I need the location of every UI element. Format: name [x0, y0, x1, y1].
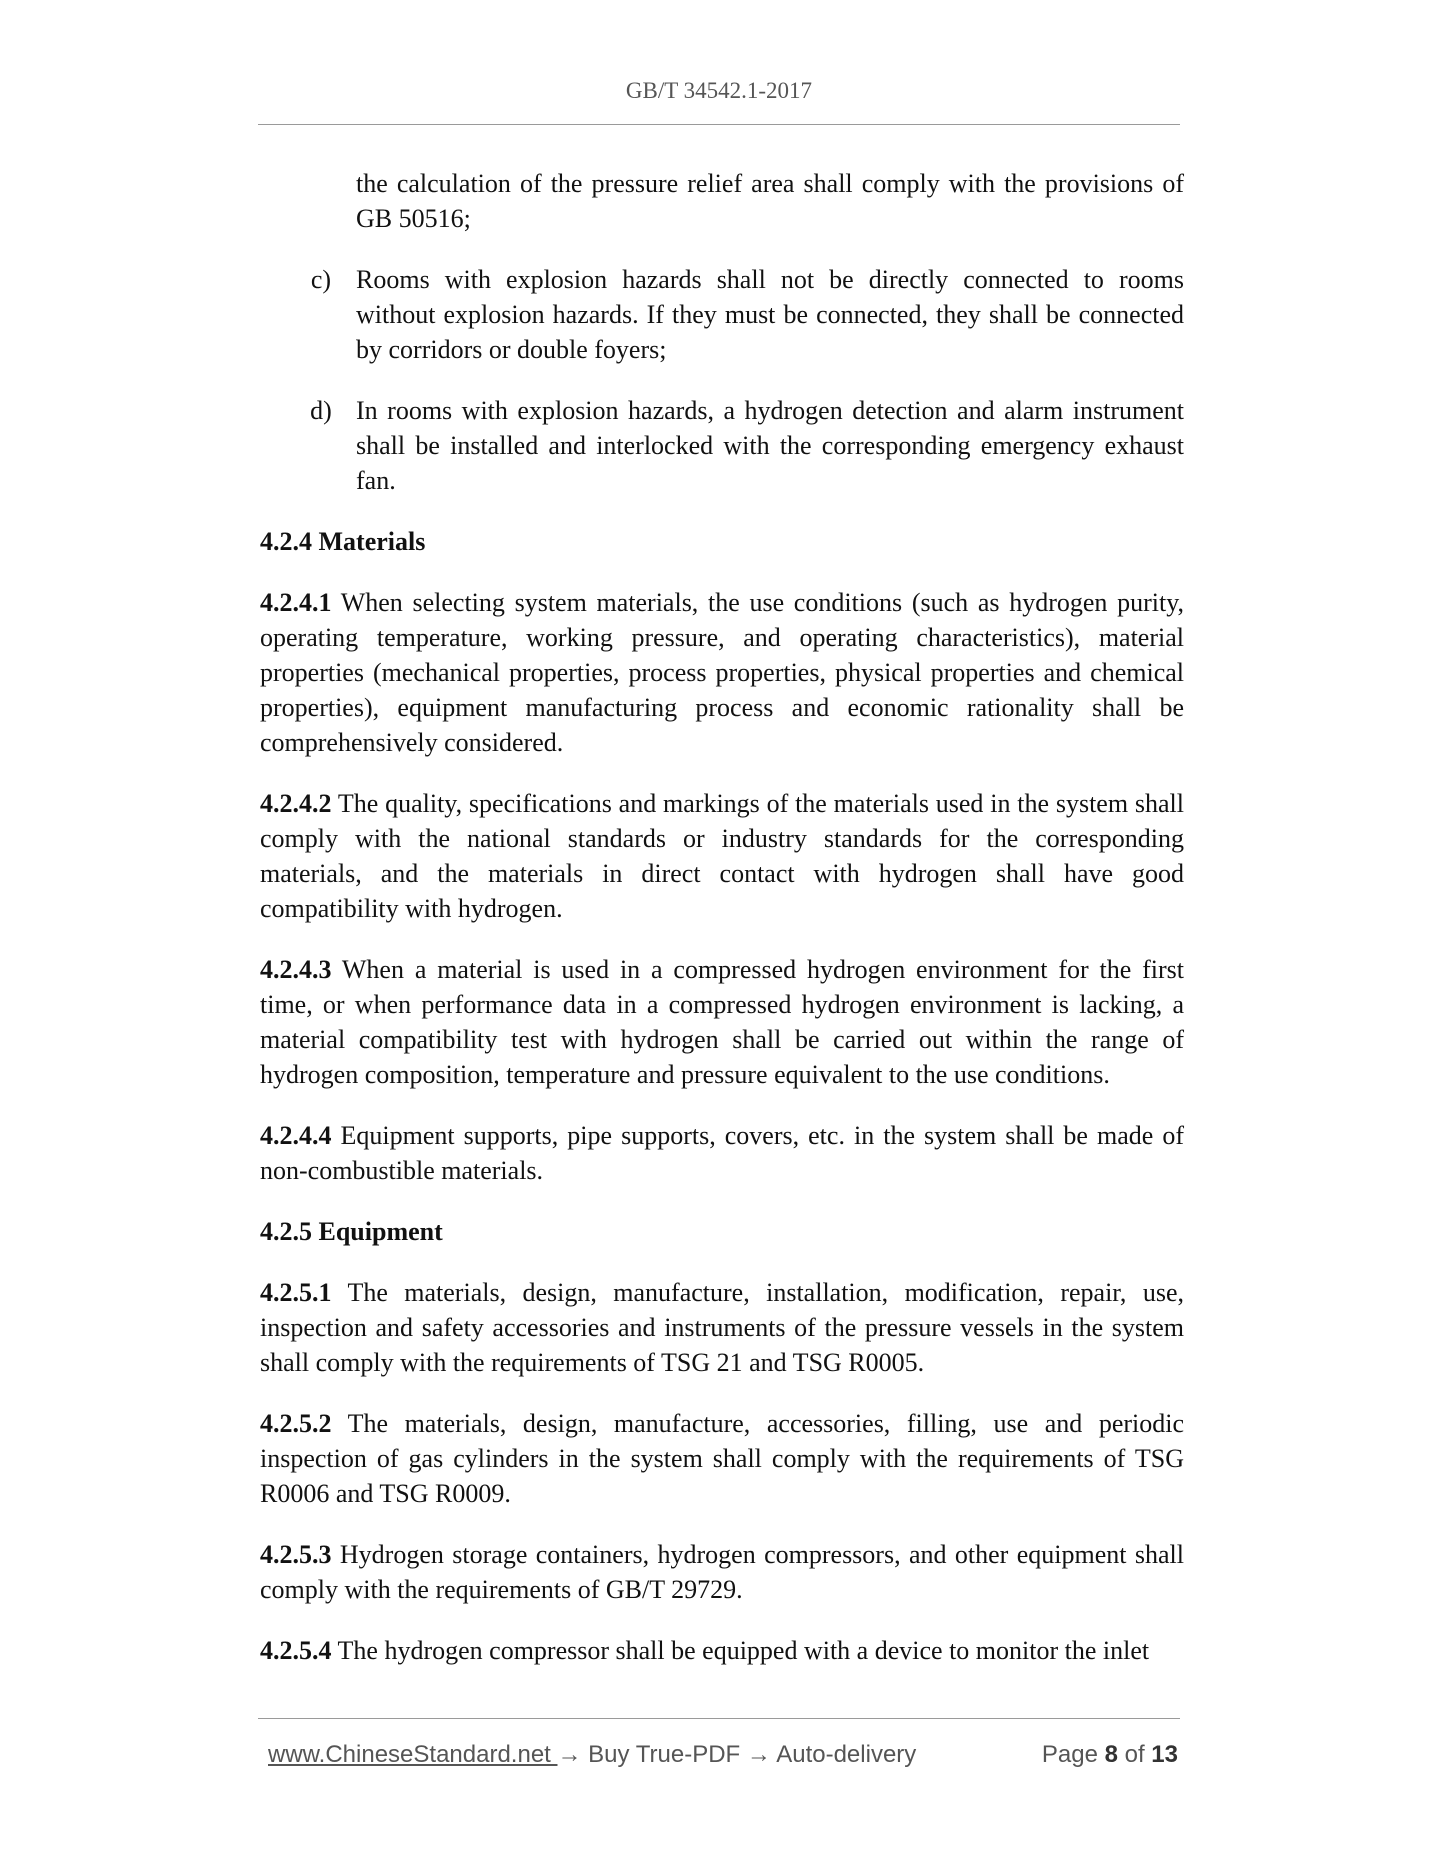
clause-4-2-4-3 [260, 952, 1184, 1092]
clause-text: The materials, design, manufacture, accessories, filling, use and periodic inspection of gas cylinders in the system shall comply with the requirements of TSG R0006 and TSG R0009. [260, 1409, 1184, 1508]
clause-4-2-4-4 [260, 1118, 1184, 1188]
page-footer [268, 1741, 1178, 1769]
clause-4-2-4-1 [260, 585, 1184, 760]
clause-text: The materials, design, manufacture, installation, modification, repair, use, inspection and safety accessories and instruments of the pressure vessels in the system shall comply with the requirements of TSG 21 and TSG R0005. [260, 1278, 1184, 1377]
arrow-right-icon: → [746, 1741, 771, 1768]
list-item-c [260, 262, 1184, 367]
clause-4-2-5-3 [260, 1537, 1184, 1607]
header-divider [258, 124, 1180, 125]
clause-number: 4.2.4.1 [260, 588, 332, 617]
list-item-text: Rooms with explosion hazards shall not be directly connected to rooms without explosion hazards. If they must be connected, they shall be connected by corridors or double foyers; [356, 265, 1184, 364]
continued-list-item-text: the calculation of the pressure relief area shall comply with the provisions of GB 50516; [356, 169, 1184, 233]
website-link[interactable]: www.ChineseStandard.net [268, 1741, 558, 1768]
page-body [260, 166, 1184, 1694]
clause-number: 4.2.5.2 [260, 1409, 332, 1438]
buy-true-pdf-text: Buy True-PDF [581, 1741, 747, 1768]
list-item-text: In rooms with explosion hazards, a hydrogen detection and alarm instrument shall be installed and interlocked with the corresponding emergency exhaust fan. [356, 396, 1184, 495]
clause-number: 4.2.4.2 [260, 789, 332, 818]
page-of-label: of [1117, 1741, 1152, 1768]
page-label: Page [1041, 1741, 1105, 1768]
section-heading-equipment: 4.2.5 Equipment [260, 1217, 443, 1246]
page-number [1042, 1741, 1178, 1769]
clause-number: 4.2.5.4 [260, 1636, 332, 1665]
page-current: 8 [1104, 1741, 1118, 1768]
footer-divider [258, 1718, 1180, 1719]
page-total: 13 [1151, 1741, 1178, 1768]
clause-number: 4.2.5.3 [260, 1540, 332, 1569]
clause-text: When selecting system materials, the use conditions (such as hydrogen purity, operating temperature, working pressure, and operating characteristics), material properties (mechanical properties, process properties, physical properties and chemical properties), equipment manufacturing process and economic rationality shall be comprehensively considered. [260, 588, 1184, 757]
section-heading-materials: 4.2.4 Materials [260, 527, 426, 556]
running-header: GB/T 34542.1-2017 [625, 78, 813, 103]
list-marker: d) [310, 396, 332, 425]
arrow-right-icon: → [557, 1741, 582, 1768]
clause-4-2-5-1 [260, 1275, 1184, 1380]
clause-number: 4.2.5.1 [260, 1278, 332, 1307]
clause-4-2-5-2 [260, 1406, 1184, 1511]
clause-4-2-5-4 [260, 1633, 1184, 1668]
list-marker: c) [310, 265, 332, 294]
list-item-d [260, 393, 1184, 498]
clause-number: 4.2.4.4 [260, 1121, 332, 1150]
clause-text: Equipment supports, pipe supports, covers, etc. in the system shall be made of non-combustible materials. [260, 1121, 1184, 1185]
clause-text: Hydrogen storage containers, hydrogen compressors, and other equipment shall comply with the requirements of GB/T 29729. [260, 1540, 1184, 1604]
auto-delivery-text: Auto-delivery [770, 1741, 917, 1768]
clause-number: 4.2.4.3 [260, 955, 332, 984]
clause-4-2-4-2 [260, 786, 1184, 926]
clause-text: The quality, specifications and markings of the materials used in the system shall comply with the national standards or industry standards for the corresponding materials, and the materials in direct contact with hydrogen shall have good compatibility with hydrogen. [260, 789, 1184, 923]
clause-text: When a material is used in a compressed hydrogen environment for the first time, or when performance data in a compressed hydrogen environment is lacking, a material compatibility test with hydrogen shall be carried out within the range of hydrogen composition, temperature and pressure equivalent to the use conditions. [260, 955, 1184, 1089]
clause-text: The hydrogen compressor shall be equipped with a device to monitor the inlet [331, 1636, 1150, 1665]
